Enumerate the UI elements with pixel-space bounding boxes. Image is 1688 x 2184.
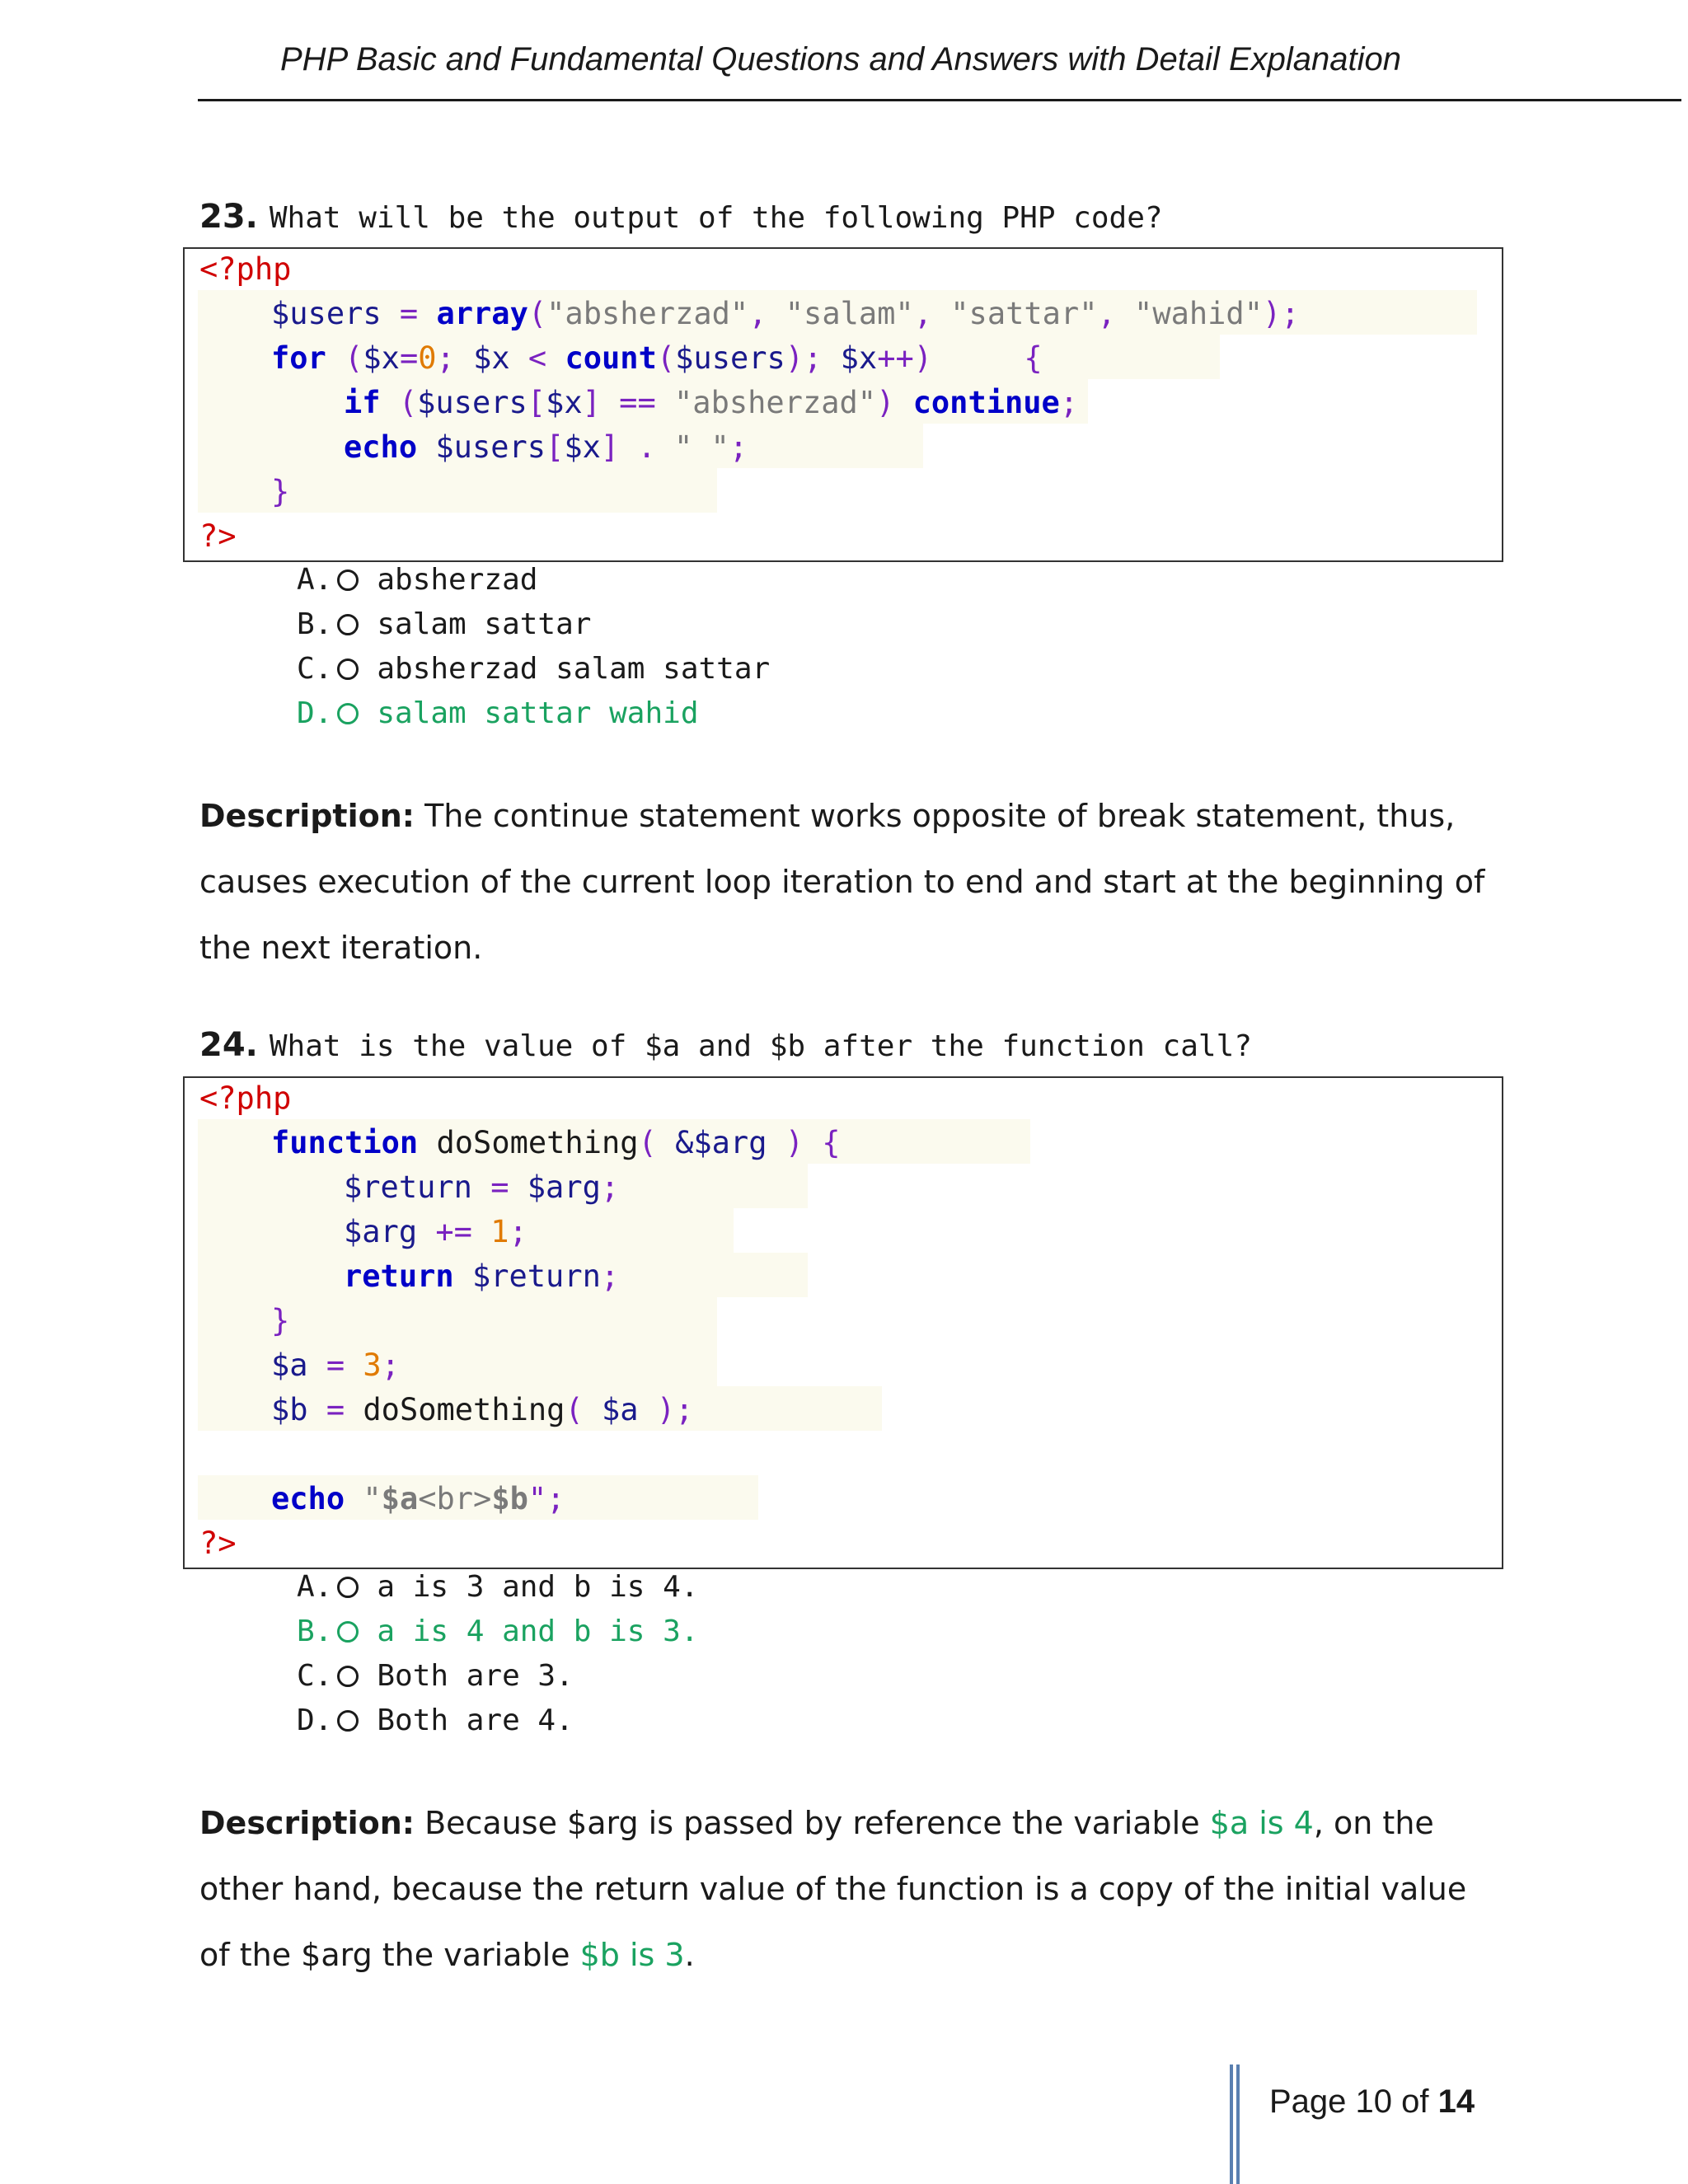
description-24: Description: Because $arg is passed by reference the variable $a is 4, on the other hand, because the return value of the function is a copy of the initial value of the $arg the variable $b is 3. [199,1805,1467,1973]
option-b[interactable]: B. salam sattar [297,607,592,641]
page-number: Page 10 of 14 [1269,2083,1475,2120]
option-c[interactable]: C. Both are 3. [297,1659,574,1693]
radio-circle-icon [337,614,359,635]
radio-circle-icon [337,1577,359,1598]
running-header: PHP Basic and Fundamental Questions and Answers with Detail Explanation [280,41,1401,77]
option-a[interactable]: A. absherzad [297,563,538,597]
question-text: What is the value of $a and $b after the function call? [269,1029,1252,1063]
question-24 [199,1026,1252,1064]
question-number: 24. [199,1026,258,1064]
code-line: ?> [199,1526,237,1561]
code-line: <?php [199,1080,292,1116]
radio-circle-icon [337,658,359,680]
footer-bar [1230,2064,1233,2184]
option-c[interactable]: C. absherzad salam sattar [297,652,771,686]
code-line: } [271,1303,290,1338]
code-line: $return = $arg; [344,1169,620,1205]
code-line: <?php [199,251,292,287]
header-rule [198,99,1681,101]
code-block-24 [183,1076,1503,1569]
code-line: ?> [199,518,237,554]
radio-circle-icon [337,1621,359,1643]
code-line: $arg += 1; [344,1214,528,1249]
option-a[interactable]: A. a is 3 and b is 4. [297,1570,699,1604]
footer-bar [1236,2064,1240,2184]
radio-circle-icon [337,1666,359,1687]
radio-circle-icon [337,703,359,724]
radio-circle-icon [337,1710,359,1732]
code-line: $a = 3; [271,1347,400,1383]
code-line: echo $users[$x] . " "; [344,429,748,465]
radio-circle-icon [337,569,359,591]
code-block-23 [183,247,1503,562]
code-line: echo "$a<br>$b"; [271,1481,565,1516]
question-text: What will be the output of the following PHP code? [269,201,1163,235]
question-number: 23. [199,198,258,236]
description-23: Description: The continue statement works opposite of break statement, thus, causes execution of the current loop iteration to end and start at the beginning of the next iteration. [199,798,1485,966]
option-d[interactable]: D. Both are 4. [297,1704,574,1737]
code-line: $b = doSomething( $a ); [271,1392,694,1427]
code-line: return $return; [344,1258,620,1294]
option-d[interactable]: D. salam sattar wahid [297,696,699,730]
question-23 [199,198,1163,236]
option-b[interactable]: B. a is 4 and b is 3. [297,1615,699,1648]
code-line: function doSomething( &$arg ) { [271,1125,841,1160]
code-line: $users = array("absherzad", "salam", "sattar", "wahid"); [271,296,1300,331]
code-line: if ($users[$x] == "absherzad") continue; [344,385,1079,420]
code-line: for ($x=0; $x < count($users); $x++) { [271,340,1043,376]
code-line: } [271,474,290,509]
